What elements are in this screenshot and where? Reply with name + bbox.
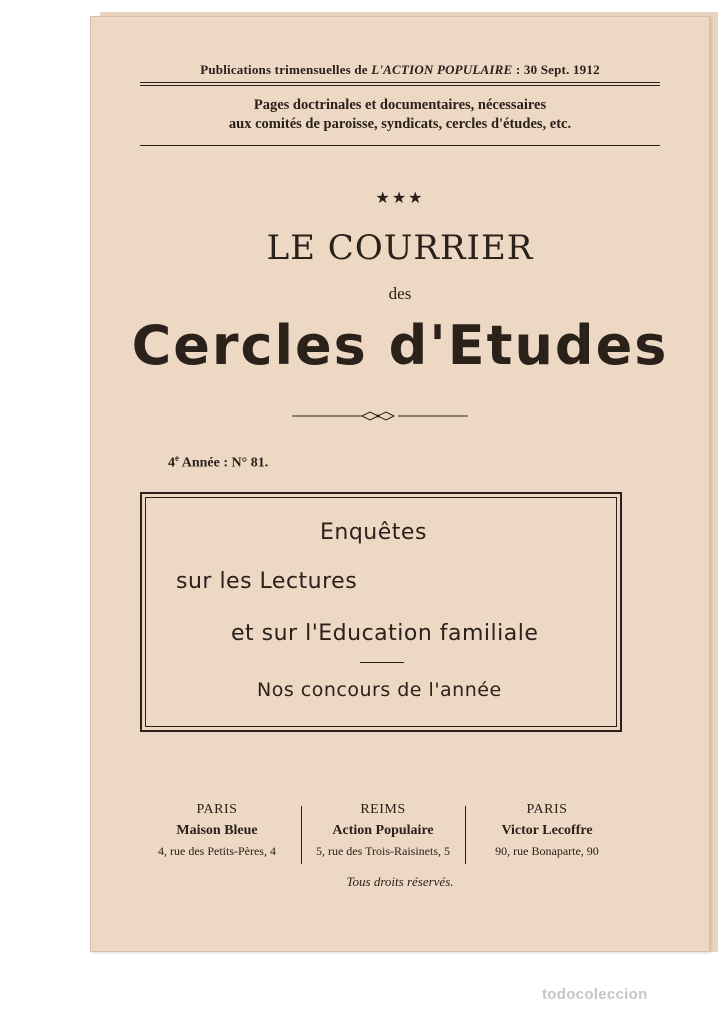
- publisher-reims: [300, 802, 466, 859]
- publisher-city: PARIS: [526, 802, 568, 817]
- series-prefix: Publications trimensuelles de: [200, 62, 372, 77]
- title-line-2: des: [388, 284, 412, 303]
- issue-number: [168, 453, 268, 472]
- title-line-1: LE COURRIER: [266, 228, 534, 268]
- series-line: [90, 62, 710, 78]
- watermark-logo: todocoleccion: [542, 986, 648, 1003]
- title-main: Cercles d'Etudes: [131, 314, 669, 377]
- subtitle-line-1: Pages doctrinales et documentaires, nécessaires: [253, 97, 547, 113]
- publisher-address: 5, rue des Trois-Raisinets, 5: [315, 844, 450, 858]
- series-date: : 30 Sept. 1912: [512, 62, 600, 77]
- issue-rest: Année : N° 81.: [179, 455, 269, 471]
- publisher-city: PARIS: [196, 802, 238, 817]
- box-line-3: et sur l'Education familiale: [231, 621, 539, 646]
- fleuron-divider: [90, 406, 710, 426]
- publisher-city: REIMS: [360, 802, 406, 817]
- booklet-cover: [90, 16, 710, 952]
- header-rule-bottom: [140, 145, 660, 146]
- subtitle-line-2: aux comités de paroisse, syndicats, cercles d'études, etc.: [228, 116, 572, 132]
- issue-sup: e: [175, 453, 179, 463]
- publisher-paris-1: [134, 802, 300, 859]
- publisher-paris-2: [464, 802, 630, 859]
- publisher-name: Victor Lecoffre: [501, 823, 593, 838]
- series-name: L'ACTION POPULAIRE: [371, 62, 513, 77]
- box-line-1: Enquêtes: [320, 520, 427, 545]
- box-divider: [360, 662, 404, 663]
- issue-prefix: 4: [168, 455, 175, 471]
- header-rule-top: [140, 82, 660, 83]
- box-line-2: sur les Lectures: [176, 569, 358, 594]
- box-line-4: Nos concours de l'année: [257, 679, 502, 701]
- publisher-name: Maison Bleue: [176, 823, 258, 838]
- publisher-name: Action Populaire: [332, 823, 434, 838]
- publisher-address: 4, rue des Petits-Pères, 4: [158, 844, 276, 858]
- rights-notice: Tous droits réservés.: [346, 874, 454, 889]
- header-subtitle: [90, 96, 710, 134]
- publisher-address: 90, rue Bonaparte, 90: [495, 844, 599, 858]
- stars-ornament: ★★★: [375, 190, 425, 207]
- header-rule-top-double: [140, 85, 660, 86]
